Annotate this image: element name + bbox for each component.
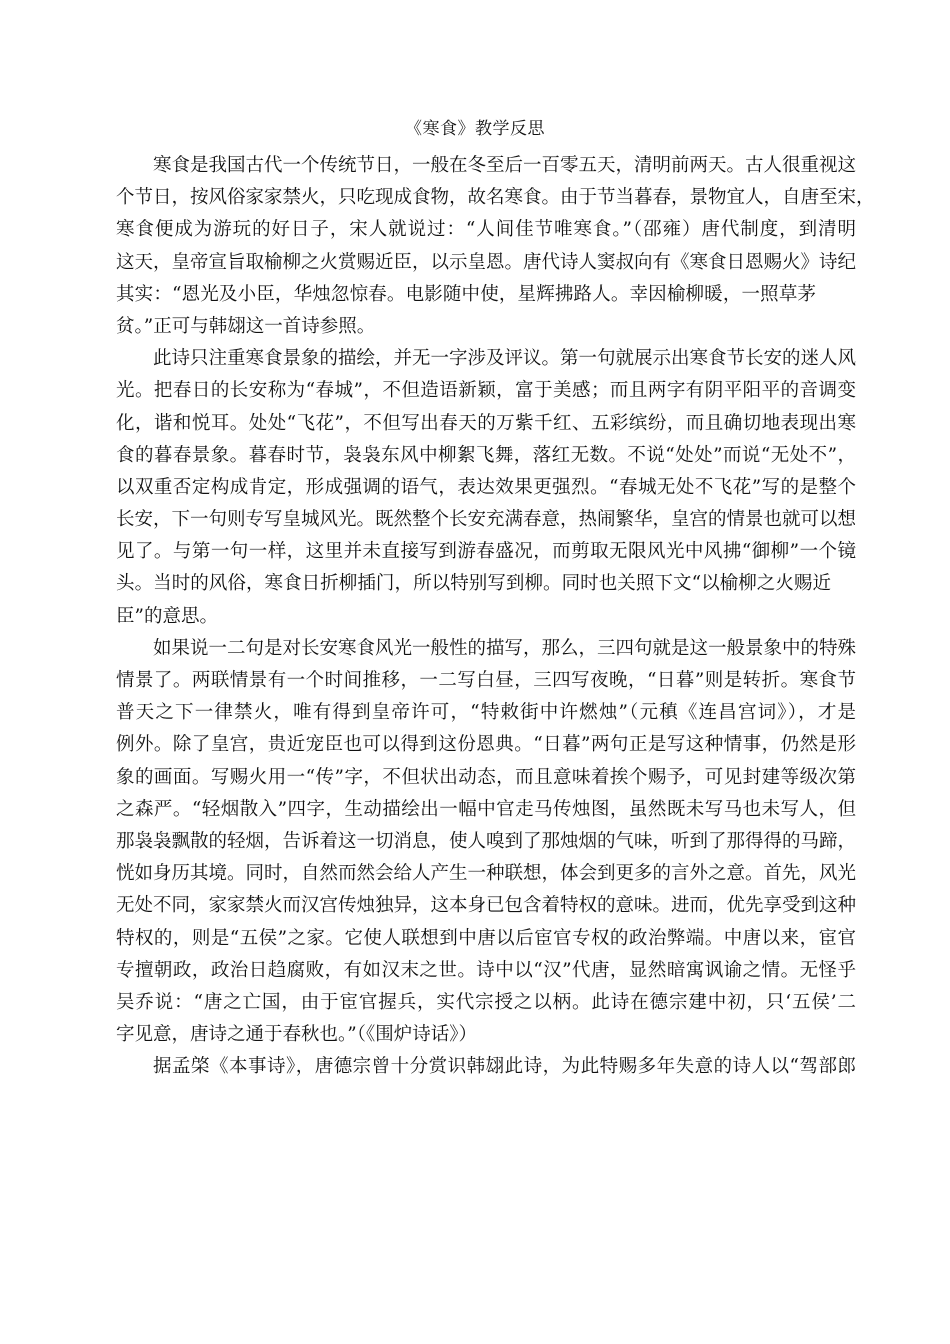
text-line: 无处不同，家家禁火而汉宫传烛独异，这本身已包含着特权的意味。进而，优先享受到这种 [116, 895, 857, 917]
text-line: 见了。与第一句一样，这里并未直接写到游春盛况，而剪取无限风光中风拂“御柳”一个镜 [116, 541, 856, 563]
text-line: 以双重否定构成肯定，形成强调的语气，表达效果更强烈。“春城无处不飞花”写的是整个 [116, 476, 856, 498]
text-line: 此诗只注重寒食景象的描绘，并无一字涉及评议。第一句就展示出寒食节长安的迷人风 [153, 348, 857, 370]
text-line: 据孟棨《本事诗》，唐德宗曾十分赏识韩翃此诗，为此特赐多年失意的诗人以“驾部郎 [153, 1056, 856, 1078]
text-line: 长安，下一句则专写皇城风光。既然整个长安充满春意，热闹繁华，皇宫的情景也就可以想 [116, 509, 857, 531]
paragraph [116, 1051, 856, 1083]
text-line: 如果说一二句是对长安寒食风光一般性的描写，那么，三四句就是这一般景象中的特殊 [153, 637, 857, 659]
text-line: 其实：“恩光及小臣，华烛忽惊春。电影随中使，星辉拂路人。幸因榆柳暖，一照草茅 [116, 283, 816, 305]
text-line: 象的画面。写赐火用一“传”字，不但状出动态，而且意味着挨个赐予，可见封建等级次第 [116, 766, 856, 788]
paragraph [116, 633, 856, 1051]
text-line: 那袅袅飘散的轻烟，告诉着这一切消息，使人嗅到了那烛烟的气味，听到了那得得的马蹄， [116, 830, 857, 852]
text-line: 贫。”正可与韩翃这一首诗参照。 [116, 315, 376, 337]
document-body [116, 150, 875, 1083]
paragraph [116, 150, 875, 343]
text-line: 光。把春日的长安称为“春城”，不但造语新颖，富于美感；而且两字有阴平阳平的音调变 [116, 380, 856, 402]
text-line: 吴乔说：“唐之亡国，由于宦官握兵，实代宗授之以柄。此诗在德宗建中初，只‘五侯’二 [116, 991, 856, 1013]
text-line: 化，谐和悦耳。处处“飞花”，不但写出春天的万紫千红、五彩缤纷，而且确切地表现出寒 [116, 412, 856, 434]
text-line: 头。当时的风俗，寒食日折柳插门，所以特别写到柳。同时也关照下文“以榆柳之火赐近 [116, 573, 831, 595]
text-line: 特权的，则是“五侯”之家。它使人联想到中唐以后宦官专权的政治弊端。中唐以来，宦官 [116, 927, 856, 949]
text-line: 这天，皇帝宣旨取榆柳之火赏赐近臣，以示皇恩。唐代诗人窦叔向有《寒食日恩赐火》诗纪 [116, 251, 857, 273]
document-title: 《寒食》教学反思 [405, 119, 545, 139]
text-line: 字见意，唐诗之通于春秋也。”（《围炉诗话》） [116, 1024, 477, 1046]
text-line: 普天之下一律禁火，唯有得到皇帝许可，“特敕街中许燃烛”（元稹《连昌宫词》），才是 [116, 702, 856, 724]
paragraph [116, 343, 856, 633]
text-line: 恍如身历其境。同时，自然而然会给人产生一种联想，体会到更多的言外之意。首先，风光 [116, 863, 857, 885]
text-line: 之森严。“轻烟散入”四字，生动描绘出一幅中官走马传烛图，虽然既未写马也未写人，但 [116, 798, 856, 820]
text-line: 寒食便成为游玩的好日子，宋人就说过：“人间佳节唯寒食。”（邵雍）唐代制度，到清明 [116, 219, 856, 241]
text-line: 情景了。两联情景有一个时间推移，一二写白昼，三四写夜晚，“日暮”则是转折。寒食节 [116, 670, 856, 691]
text-line: 个节日，按风俗家家禁火，只吃现成食物，故名寒食。由于节当暮春，景物宜人，自唐至宋， [116, 187, 875, 209]
text-line: 食的暮春景象。暮春时节，袅袅东风中柳絮飞舞，落红无数。不说“处处”而说“无处不”， [116, 444, 856, 466]
text-line: 例外。除了皇宫，贵近宠臣也可以得到这份恩典。“日暮”两句正是写这种情事，仍然是形 [116, 734, 856, 756]
text-line: 寒食是我国古代一个传统节日，一般在冬至后一百零五天，清明前两天。古人很重视这 [153, 155, 857, 176]
text-line: 专擅朝政，政治日趋腐败，有如汉末之世。诗中以“汉”代唐，显然暗寓讽谕之情。无怪乎 [116, 959, 856, 981]
text-line: 臣”的意思。 [116, 605, 218, 627]
